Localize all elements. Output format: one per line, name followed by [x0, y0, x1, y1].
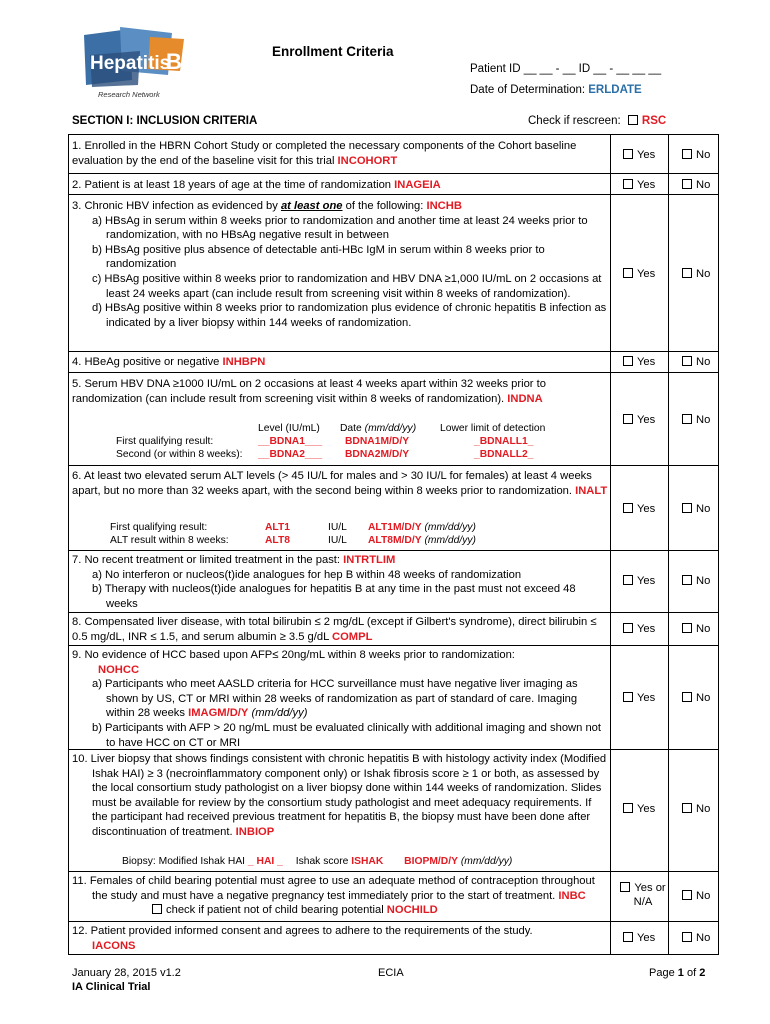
- criterion-text: 11. Females of child bearing potential must agree to use an adequate method of contraception throughout the study and must have a negative pregnancy test immediately prior to the start of treatment. INBC check if patient not of child bearing potential NOCHILD: [72, 875, 595, 917]
- criterion-text: 10. Liver biopsy that shows findings consistent with chronic hepatitis B with histology activity index (Modified Ishak HAI) ≥ 3 (necroinflammatory component only) or Ishak fibrosis score ≥ 1 or both, as assessed by the local consortium study pathologist on a liver biopsy done within 144 weeks of randomization. Slides must be available for review by the consortium study pathologist and meet adequacy requirements. If the participant had received previous treatment for hepatitis B, the biopsy must have been done after discontinuation of treatment. INBIOP: [72, 753, 607, 838]
- dna-row1-label: First qualifying result:: [116, 436, 214, 447]
- criterion-text: 1. Enrolled in the HBRN Cohort Study or completed the necessary components of the Cohort baseline evaluation by the end of the baseline visit for this trial INCOHORT: [72, 140, 577, 167]
- dna-row2-lld[interactable]: _BDNALL2_: [474, 449, 534, 460]
- divider: [68, 645, 719, 646]
- divider: [718, 134, 719, 954]
- criterion-code: INBC: [558, 889, 586, 902]
- yes-checkbox-5[interactable]: Yes: [623, 413, 655, 427]
- criterion-3: [72, 199, 608, 330]
- checkbox-icon: [623, 692, 633, 702]
- sub-item: b) Therapy with nucleos(t)ide analogues for hepatitis B at any time in the past must not exceed 48 weeks: [92, 583, 576, 610]
- checkbox-icon: [623, 503, 633, 513]
- criterion-10: [72, 752, 608, 840]
- alt-row1-label: First qualifying result:: [110, 522, 208, 533]
- divider: [68, 134, 719, 135]
- sub-item: c) HBsAg positive within 8 weeks prior to randomization and HBV DNA ≥1,000 IU/mL on 2 occasions at least 24 weeks apart (can include result from screening visit within 8 weeks of randomization).: [92, 272, 602, 300]
- criterion-7: [72, 553, 608, 611]
- no-checkbox-11[interactable]: No: [682, 889, 710, 903]
- sub-item: a) Participants who meet AASLD criteria for HCC surveillance must have negative liver imaging as shown by US, CT or MRI within 28 weeks of randomization as part of standard of care. Imaging within 28 weeks IMAGM/D/Y (mm/dd/yy): [92, 678, 578, 720]
- dna-header-level: Level (IU/mL): [258, 423, 320, 434]
- no-checkbox-2[interactable]: No: [682, 178, 710, 192]
- criterion-code: IACONS: [92, 939, 136, 952]
- date-label: Date of Determination:: [470, 84, 586, 96]
- footer-trial: IA Clinical Trial: [72, 981, 151, 993]
- section-title: SECTION I: INCLUSION CRITERIA: [72, 115, 258, 127]
- checkbox-icon: [682, 268, 692, 278]
- alt-row2-unit: IU/L: [328, 535, 347, 546]
- checkbox-icon: [623, 268, 633, 278]
- checkbox-icon: [152, 904, 162, 914]
- dna-row1-level[interactable]: __BDNA1___: [258, 436, 323, 447]
- alt-row2-date[interactable]: ALT8M/D/Y (mm/dd/yy): [368, 535, 476, 546]
- checkbox-icon: [623, 414, 633, 424]
- yes-checkbox-1[interactable]: Yes: [623, 148, 655, 162]
- yes-checkbox-8[interactable]: Yes: [623, 622, 655, 636]
- sub-item: b) Participants with AFP > 20 ng/mL must be evaluated clinically with additional imaging and shown not to have HCC on CT or MRI: [92, 721, 602, 749]
- criterion-text: 4. HBeAg positive or negative INHBPN: [72, 356, 266, 368]
- no-checkbox-6[interactable]: No: [682, 502, 710, 516]
- criterion-text: 6. At least two elevated serum ALT levels (> 45 IU/L for males and > 30 IU/L for females) at least 4 weeks apart, but no more than 32 weeks apart, with the second being within 8 weeks prior to randomization. INALT: [72, 470, 608, 497]
- checkbox-icon: [628, 115, 638, 125]
- dna-row1-date[interactable]: BDNA1M/D/Y: [345, 436, 410, 447]
- divider: [68, 871, 719, 872]
- date-code: ERLDATE: [588, 84, 642, 96]
- criterion-code: COMPL: [332, 630, 373, 643]
- checkbox-icon: [682, 575, 692, 585]
- criterion-2: [72, 178, 608, 193]
- yes-checkbox-4[interactable]: Yes: [623, 355, 655, 369]
- footer-date-version: January 28, 2015 v1.2: [72, 967, 181, 979]
- criterion-6: [72, 469, 608, 498]
- criterion-text: 8. Compensated liver disease, with total bilirubin ≤ 2 mg/dL (except if Gilbert's syndrome), direct bilirubin ≤ 0.5 mg/dL, INR ≤ 1.5, and serum albumin ≥ 3.5 g/dL COMPL: [72, 616, 597, 643]
- sub-item: a) No interferon or nucleos(t)ide analogues for hep B within 48 weeks of randomization: [92, 568, 522, 581]
- no-checkbox-5[interactable]: No: [682, 413, 710, 427]
- divider: [610, 134, 611, 954]
- yes-checkbox-7[interactable]: Yes: [623, 574, 655, 588]
- checkbox-icon: [623, 932, 633, 942]
- patient-id-field[interactable]: Patient ID __ __ - __ ID __ - __ __ __: [470, 63, 662, 75]
- divider: [68, 351, 719, 352]
- no-child-checkbox[interactable]: check if patient not of child bearing potential NOCHILD: [152, 904, 438, 916]
- checkbox-icon: [682, 803, 692, 813]
- checkbox-icon: [682, 503, 692, 513]
- rescreen-label: Check if rescreen:: [528, 115, 621, 127]
- dna-row2-label: Second (or within 8 weeks):: [116, 449, 243, 460]
- divider: [68, 612, 719, 613]
- date-of-determination[interactable]: [470, 84, 642, 96]
- checkbox-icon: [682, 179, 692, 189]
- alt-row1-value[interactable]: ALT1: [265, 522, 290, 533]
- criterion-code: INHBPN: [222, 356, 266, 368]
- no-checkbox-4[interactable]: No: [682, 355, 710, 369]
- checkbox-icon: [682, 356, 692, 366]
- checkbox-icon: [623, 803, 633, 813]
- checkbox-icon: [623, 623, 633, 633]
- criterion-code: INCHB: [426, 200, 462, 212]
- no-checkbox-3[interactable]: No: [682, 267, 710, 281]
- divider: [68, 194, 719, 195]
- criterion-text: 3. Chronic HBV infection as evidenced by at least one of the following: INCHB: [72, 200, 462, 212]
- dna-row2-level[interactable]: __BDNA2___: [258, 449, 323, 460]
- criterion-code: INTRTLIM: [343, 554, 396, 566]
- dna-header-date: Date (mm/dd/yy): [340, 423, 417, 434]
- rescreen-checkbox[interactable]: [528, 115, 666, 127]
- divider: [68, 465, 719, 466]
- criterion-code: NOHCC: [98, 663, 140, 676]
- page-number: Page 1 of 2: [649, 967, 706, 979]
- criterion-text: 7. No recent treatment or limited treatment in the past: INTRTLIM: [72, 554, 396, 566]
- no-checkbox-10[interactable]: No: [682, 802, 710, 816]
- hepatitis-b-logo: [80, 25, 188, 100]
- checkbox-icon: [623, 179, 633, 189]
- alt-row1-unit: IU/L: [328, 522, 347, 533]
- yes-checkbox-9[interactable]: Yes: [623, 691, 655, 705]
- criterion-4: [72, 355, 608, 370]
- footer-center: ECIA: [378, 967, 404, 979]
- checkbox-icon: [620, 882, 630, 892]
- checkbox-icon: [682, 692, 692, 702]
- checkbox-icon: [623, 149, 633, 159]
- divider: [68, 550, 719, 551]
- divider: [68, 134, 69, 954]
- criterion-code: INAGEIA: [394, 179, 441, 191]
- yes-checkbox-3[interactable]: Yes: [623, 267, 655, 281]
- no-checkbox-12[interactable]: No: [682, 931, 710, 945]
- criterion-text: 12. Patient provided informed consent and agrees to adhere to the requirements of the study. IACONS: [72, 925, 533, 952]
- criterion-9: [72, 648, 608, 750]
- criterion-11: [72, 874, 608, 918]
- sub-item: b) HBsAg positive plus absence of detectable anti-HBc IgM in serum within 8 weeks prior to randomization: [92, 243, 545, 271]
- criterion-code: INDNA: [507, 392, 543, 405]
- criterion-5: [72, 377, 608, 406]
- checkbox-icon: [623, 575, 633, 585]
- dna-row1-lld[interactable]: _BDNALL1_: [474, 436, 534, 447]
- yes-checkbox-10[interactable]: Yes: [623, 802, 655, 816]
- no-checkbox-8[interactable]: No: [682, 622, 710, 636]
- divider: [68, 173, 719, 174]
- sub-item: a) HBsAg in serum within 8 weeks prior to randomization and another time at least 24 weeks prior to randomization, with no HBsAg negative result in between: [92, 214, 588, 242]
- checkbox-icon: [682, 623, 692, 633]
- no-checkbox-9[interactable]: No: [682, 691, 710, 705]
- checkbox-icon: [682, 149, 692, 159]
- divider: [68, 954, 719, 955]
- svg-text:B: B: [166, 49, 182, 74]
- no-checkbox-1[interactable]: No: [682, 148, 710, 162]
- yes-checkbox-12[interactable]: Yes: [623, 931, 655, 945]
- yes-na-checkbox-11[interactable]: Yes or N/A: [620, 881, 666, 909]
- svg-text:Research Network: Research Network: [98, 90, 160, 99]
- criterion-1: [72, 139, 608, 168]
- divider: [668, 134, 669, 954]
- page-title: Enrollment Criteria: [272, 44, 394, 59]
- criterion-text: 2. Patient is at least 18 years of age at the time of randomization INAGEIA: [72, 179, 441, 191]
- criterion-text: 9. No evidence of HCC based upon AFP≤ 20ng/mL within 8 weeks prior to randomization: NOHCC: [72, 649, 515, 676]
- alt-row2-label: ALT result within 8 weeks:: [110, 535, 229, 546]
- checkbox-icon: [682, 890, 692, 900]
- yes-checkbox-6[interactable]: Yes: [623, 502, 655, 516]
- criterion-8: [72, 615, 608, 644]
- divider: [68, 372, 719, 373]
- checkbox-icon: [682, 932, 692, 942]
- dna-row2-date[interactable]: BDNA2M/D/Y: [345, 449, 410, 460]
- criterion-code: INCOHORT: [337, 154, 398, 167]
- alt-row2-value[interactable]: ALT8: [265, 535, 290, 546]
- no-checkbox-7[interactable]: No: [682, 574, 710, 588]
- criterion-code: INBIOP: [235, 825, 275, 838]
- alt-row1-date[interactable]: ALT1M/D/Y (mm/dd/yy): [368, 522, 476, 533]
- dna-header-lld: Lower limit of detection: [440, 423, 546, 434]
- yes-checkbox-2[interactable]: Yes: [623, 178, 655, 192]
- svg-text:Hepatitis: Hepatitis: [90, 53, 171, 74]
- divider: [68, 921, 719, 922]
- checkbox-icon: [623, 356, 633, 366]
- criterion-code: INALT: [575, 484, 608, 497]
- sub-item: d) HBsAg positive within 8 weeks prior to randomization plus evidence of chronic hepatitis B infection as indicated by a liver biopsy within 144 weeks of randomization.: [92, 302, 607, 329]
- criterion-12: [72, 924, 608, 953]
- criterion-text: 5. Serum HBV DNA ≥1000 IU/mL on 2 occasions at least 4 weeks apart within 32 weeks prior to randomization (can include result from screening visit within 8 weeks of randomization). INDNA: [72, 378, 546, 405]
- checkbox-icon: [682, 414, 692, 424]
- biopsy-line[interactable]: Biopsy: Modified Ishak HAI _ HAI _ Ishak score ISHAK BIOPM/D/Y (mm/dd/yy): [122, 856, 513, 867]
- rescreen-code: RSC: [641, 115, 667, 127]
